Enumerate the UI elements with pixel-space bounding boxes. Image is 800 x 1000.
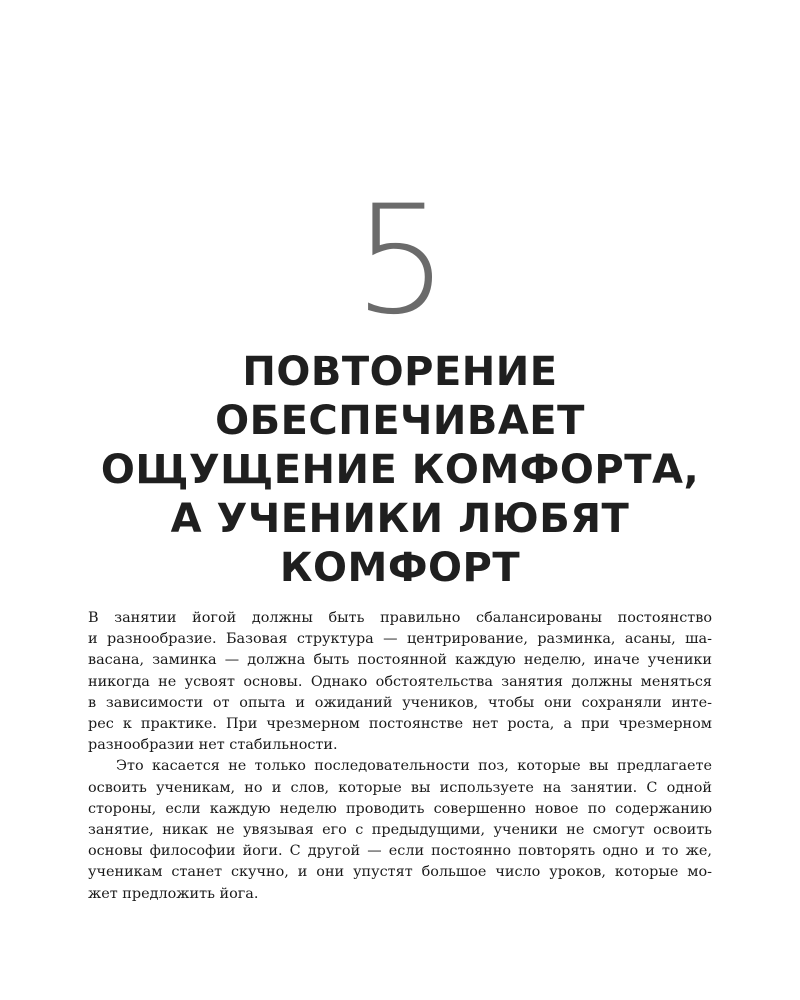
body-text bbox=[88, 608, 712, 905]
chapter-title-line: КОМФОРТ bbox=[279, 545, 521, 591]
text-line: ученикам станет скучно, и они упустят большое число уроков, которые мо- bbox=[88, 864, 712, 881]
paragraph-1 bbox=[88, 608, 712, 756]
chapter-title bbox=[80, 348, 720, 593]
text-line: Это касается не только последовательности поз, которые вы предлагаете bbox=[116, 758, 712, 775]
paragraph-2 bbox=[88, 756, 712, 904]
text-line: стороны, если каждую неделю проводить совершенно новое по содержанию bbox=[88, 800, 712, 817]
text-line: основы философии йоги. С другой — если постоянно повторять одно и то же, bbox=[88, 843, 712, 860]
text-line: занятие, никак не увязывая его с предыдущими, ученики не смогут освоить bbox=[88, 822, 712, 839]
chapter-title-line: А УЧЕНИКИ ЛЮБЯТ bbox=[170, 496, 630, 542]
chapter-title-line: ОБЕСПЕЧИВАЕТ bbox=[215, 398, 585, 444]
text-line: никогда не усвоят основы. Однако обстоятельства занятия должны меняться bbox=[88, 673, 712, 690]
text-line: рес к практике. При чрезмерном постоянстве нет роста, а при чрезмерном bbox=[88, 716, 712, 733]
text-line: васана, заминка — должна быть постоянной каждую неделю, иначе ученики bbox=[88, 652, 712, 669]
text-line: В занятии йогой должны быть правильно сбалансированы постоянство bbox=[88, 610, 712, 626]
text-line: жет предложить йога. bbox=[88, 885, 259, 902]
text-line: и разнообразие. Базовая структура — центрирование, разминка, асаны, ша- bbox=[88, 631, 712, 648]
chapter-title-line: ПОВТОРЕНИЕ bbox=[242, 349, 558, 395]
text-line: разнообразии нет стабильности. bbox=[88, 737, 338, 754]
chapter-title-line: ОЩУЩЕНИЕ КОМФОРТА, bbox=[100, 447, 700, 493]
text-line: в зависимости от опыта и ожиданий учеников, чтобы они сохраняли инте- bbox=[88, 694, 712, 711]
chapter-number: 5 bbox=[353, 174, 447, 348]
text-line: освоить ученикам, но и слов, которые вы используете на занятии. С одной bbox=[88, 779, 712, 796]
